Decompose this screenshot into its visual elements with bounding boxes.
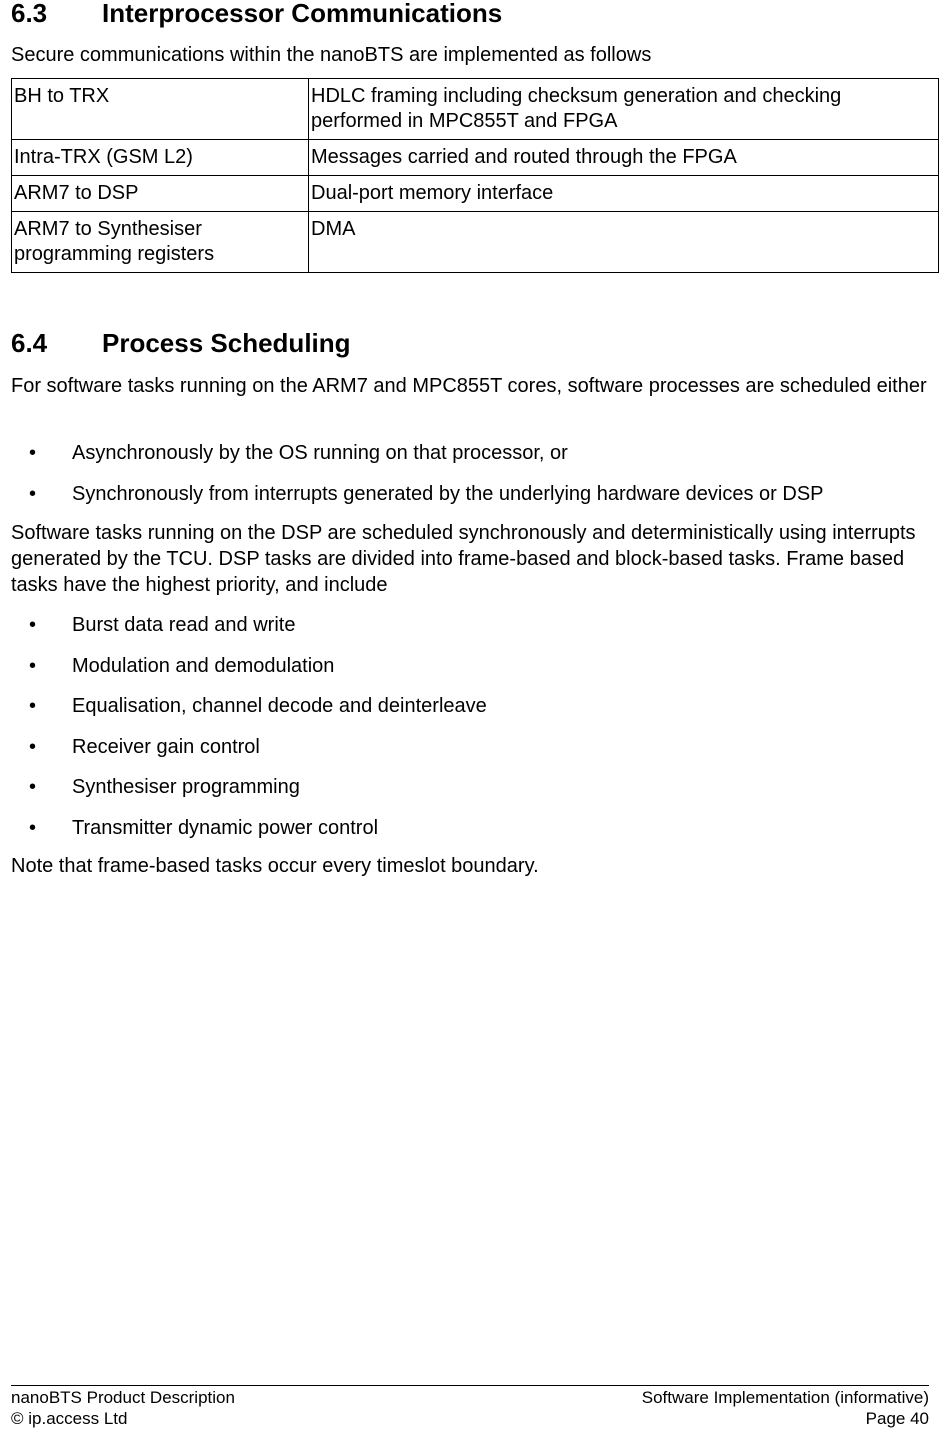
table-row [12, 79, 939, 140]
bullet-icon: • [29, 695, 37, 718]
bullet-icon: • [29, 816, 37, 839]
table-row [12, 212, 939, 273]
list-item [11, 734, 487, 775]
table-cell-link: BH to TRX [12, 79, 309, 140]
table-cell-method: DMA [309, 212, 939, 273]
list-item-text: Receiver gain control [72, 735, 260, 758]
list-item-text: Equalisation, channel decode and deinterleave [72, 695, 487, 718]
note-paragraph: Note that frame-based tasks occur every timeslot boundary. [11, 855, 539, 877]
list-item [11, 440, 824, 481]
scheduling-bullet-list [11, 440, 824, 521]
list-item-text: Burst data read and write [72, 614, 296, 636]
footer-section: Software Implementation (informative) [641, 1388, 929, 1407]
table-cell-method: Messages carried and routed through the FPGA [309, 140, 939, 176]
section-number: 6.4 [11, 328, 48, 358]
list-item-text: Modulation and demodulation [72, 654, 335, 677]
table-cell-link: ARM7 to Synthesiser programming registers [12, 212, 309, 273]
section-heading-6-3 [11, 0, 502, 28]
scheduling-intro: For software tasks running on the ARM7 and MPC855T cores, software processes are scheduled either [11, 375, 927, 397]
bullet-icon: • [29, 735, 37, 758]
list-item [11, 693, 487, 734]
list-item-text: Synchronously from interrupts generated by the underlying hardware devices or DSP [72, 482, 824, 505]
table-cell-link: Intra-TRX (GSM L2) [12, 140, 309, 176]
table-cell-method: Dual-port memory interface [309, 176, 939, 212]
footer-doc-title: nanoBTS Product Description [11, 1388, 235, 1407]
comms-table [11, 78, 939, 273]
list-item-text: Synthesiser programming [72, 776, 300, 799]
list-item [11, 653, 487, 694]
footer-copyright: © ip.access Ltd [11, 1409, 128, 1428]
list-item [11, 612, 487, 653]
table-cell-method: HDLC framing including checksum generation and checking performed in MPC855T and FPGA [309, 79, 939, 140]
section-title: Process Scheduling [102, 328, 351, 358]
page-footer [11, 1385, 929, 1429]
table-row [12, 140, 939, 176]
comms-intro: Secure communications within the nanoBTS are implemented as follows [11, 44, 652, 66]
bullet-icon: • [29, 654, 37, 677]
section-number: 6.3 [11, 0, 48, 28]
list-item [11, 815, 487, 856]
bullet-icon: • [29, 482, 37, 505]
table-cell-link: ARM7 to DSP [12, 176, 309, 212]
list-item [11, 774, 487, 815]
list-item-text: Asynchronously by the OS running on that processor, or [72, 442, 568, 464]
list-item [11, 481, 824, 522]
frame-tasks-bullet-list [11, 612, 487, 856]
footer-page-number: Page 40 [865, 1409, 929, 1428]
table-row [12, 176, 939, 212]
list-item-text: Transmitter dynamic power control [72, 816, 379, 839]
bullet-icon: • [29, 776, 37, 799]
bullet-icon: • [29, 614, 37, 636]
section-heading-6-4 [11, 328, 351, 358]
dsp-paragraph: Software tasks running on the DSP are scheduled synchronously and deterministically using interrupts generated by the TCU. DSP tasks are divided into frame-based and block-based tasks. Frame based tasks have the highest priority, and include [11, 522, 916, 596]
bullet-icon: • [29, 442, 37, 464]
section-title: Interprocessor Communications [102, 0, 503, 28]
